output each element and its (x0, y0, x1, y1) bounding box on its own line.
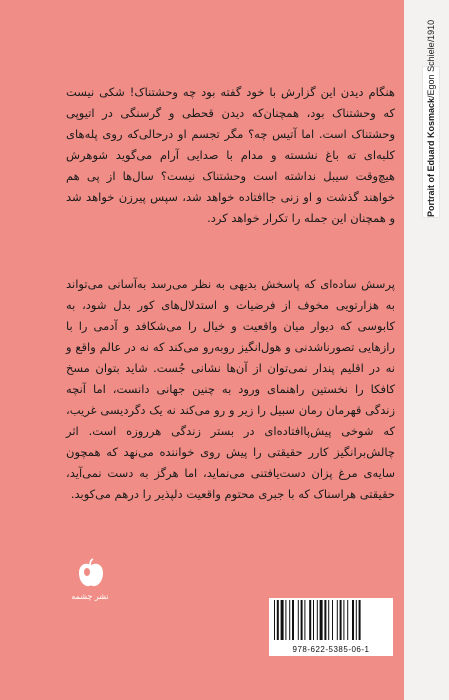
spine-strip (404, 0, 449, 700)
artist-name: Egon Schiele (426, 42, 436, 96)
separator: / (426, 39, 436, 43)
separator: / (426, 95, 436, 98)
barcode (269, 598, 393, 656)
publisher-name: نشر چشمه (71, 592, 109, 601)
blurb-paragraph-1: هنگام دیدن این گزارش با خود گفته بود چه وحشتناک! شکی نیست که وحشتناک بود، همچنان‌که دیدن قحطی و گرسنگی در اتیوپی وحشتناک است. اما آتیس چه؟ مگر تجسم او درحالی‌که روی پله‌های کلبه‌ای ته باغ نشسته و مدام با صدایی آرام می‌گوید شوهرش هیچ‌وقت سیبل نداشته است وحشتناک نیست؟ سال‌ها از پی هم خواهند گذشت و او زنی جاافتاده خواهد شد، سپس پیرزن خواهد شد و همچنان این جمله را تکرار خواهد کرد. (66, 84, 395, 225)
painting-year: 1910 (426, 19, 436, 40)
barcode-bars (272, 600, 390, 640)
painting-title: Portrait of Eduard Kosmack (426, 97, 436, 217)
spine-credit-label (422, 19, 440, 218)
apple-logo-icon (78, 558, 104, 588)
isbn-number: 978-622-5385-06-1 (292, 645, 370, 654)
blurb-paragraph-2: پرسش ساده‌ای که پاسخش بدیهی به نظر می‌رسد به‌آسانی می‌تواند به هزارتویی مخوف از فرضیات و استدلال‌های کور بدل شود، به کابوسی که دیوار میان واقعیت و خیال را می‌شکافد و آدمی را با رازهایی تصورناشدنی و هول‌انگیز روبه‌رو می‌کند که نه در عالم واقع و نه در اقلیم پندار نمی‌توان از آن‌ها نشانی جُست. شاید بتوان مسخ کافکا را نخستین راهنمای ورود به چنین جهانی دانست، اما آنچه زندگی قهرمان رمان سبیل را زیر و رو می‌کند نه یک دگردیسی غریب، که شوخی پیش‌پاافتاده‌ای در بستر زندگی هرروزه است. اثر چالش‌برانگیز کارر حقیقتی را پیش روی خواننده می‌نهد که همچون سایه‌ی مرغ پزان دست‌یافتنی می‌نماید، اما هرگز به دست نمی‌آید، حقیقتی هراسناک که با جبری محتوم واقعیت دلپذیر را درهم می‌کوبد. (66, 276, 395, 501)
